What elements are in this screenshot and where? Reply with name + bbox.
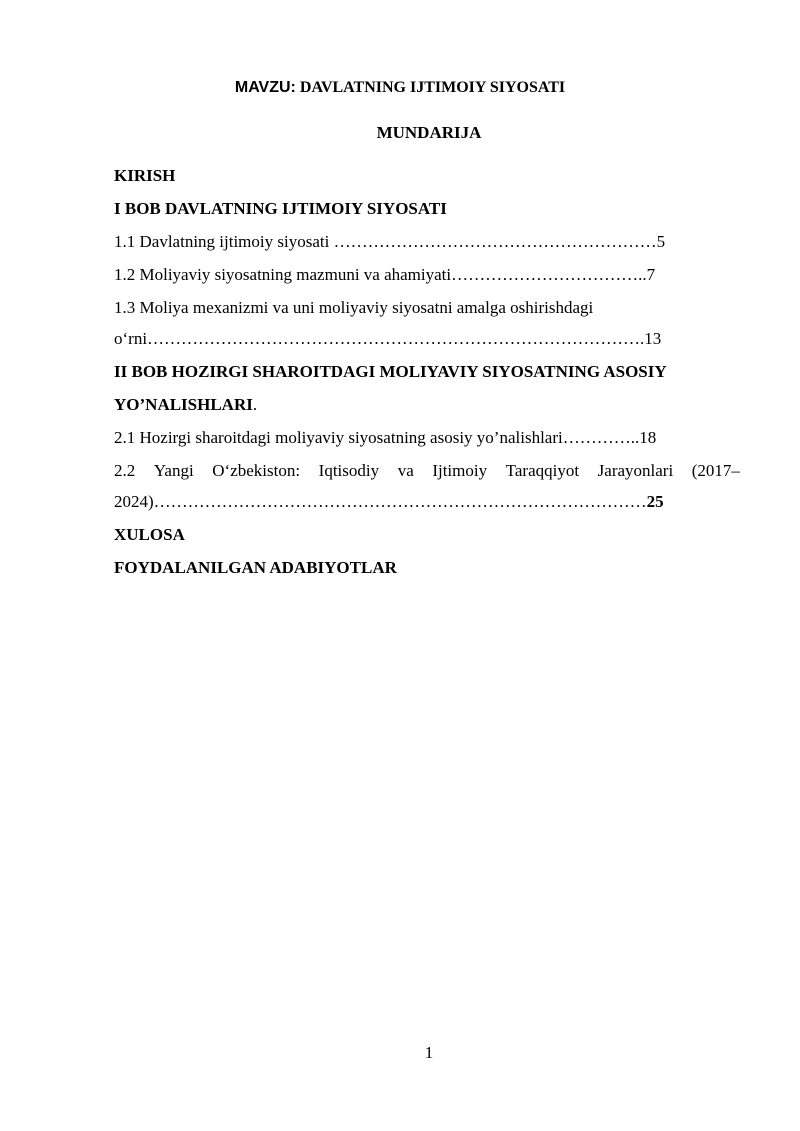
toc-word: O‘zbekiston: xyxy=(212,461,301,480)
chapter1-title: I BOB DAVLATNING IJTIMOIY SIYOSATI xyxy=(114,199,447,218)
chapter2-title-period: . xyxy=(252,395,258,414)
toc-word: Yangi xyxy=(153,461,194,480)
toc-entry-1-3-line1: 1.3 Moliya mexanizmi va uni moliyaviy siyosatni amalga oshirishdagi xyxy=(114,298,594,317)
toc-word: Taraqqiyot xyxy=(505,461,580,480)
chapter2-title-line1: II BOB HOZIRGI SHAROITDAGI MOLIYAVIY SIYOSATNING ASOSIY xyxy=(114,362,667,381)
contents-heading: MUNDARIJA xyxy=(376,123,482,142)
toc-entry-2-1: 2.1 Hozirgi sharoitdagi moliyaviy siyosatning asosiy yo’nalishlari…………..18 xyxy=(114,428,657,447)
toc-entry-1-1: 1.1 Davlatning ijtimoiy siyosati …………………………………………………5 xyxy=(114,232,666,251)
topic-prefix: MAVZU: xyxy=(234,79,296,96)
toc-word: Jarayonlari xyxy=(597,461,674,480)
toc-entry-2-2-line2 xyxy=(114,492,740,512)
toc-word: va xyxy=(397,461,414,480)
chapter2-title-text: YO’NALISHLARI xyxy=(114,395,253,414)
toc-word: Iqtisodiy xyxy=(318,461,380,480)
topic-title-text: DAVLATNING IJTIMOIY SIYOSATI xyxy=(299,79,566,96)
conclusion-entry: XULOSA xyxy=(114,525,185,544)
toc-word: 2.2 xyxy=(114,461,136,480)
references-entry: FOYDALANILGAN ADABIYOTLAR xyxy=(114,558,397,577)
chapter2-title-line2 xyxy=(114,395,740,415)
intro-entry: KIRISH xyxy=(114,166,176,185)
toc-word: Ijtimoiy xyxy=(432,461,488,480)
toc-entry-1-2: 1.2 Moliyaviy siyosatning mazmuni va ahamiyati……………………………..7 xyxy=(114,265,656,284)
page-number: 1 xyxy=(424,1043,434,1062)
toc-entry-1-3-line2: o‘rni…………………………………………………………………………….13 xyxy=(114,329,662,348)
toc-entry-2-2-line1 xyxy=(114,461,740,481)
toc-word: (2017– xyxy=(691,461,740,480)
topic-title xyxy=(0,78,800,98)
toc-entry-2-2-page: 25 xyxy=(646,492,664,511)
toc-entry-2-2-text: 2024)…………………………………………………………………………… xyxy=(114,492,647,511)
